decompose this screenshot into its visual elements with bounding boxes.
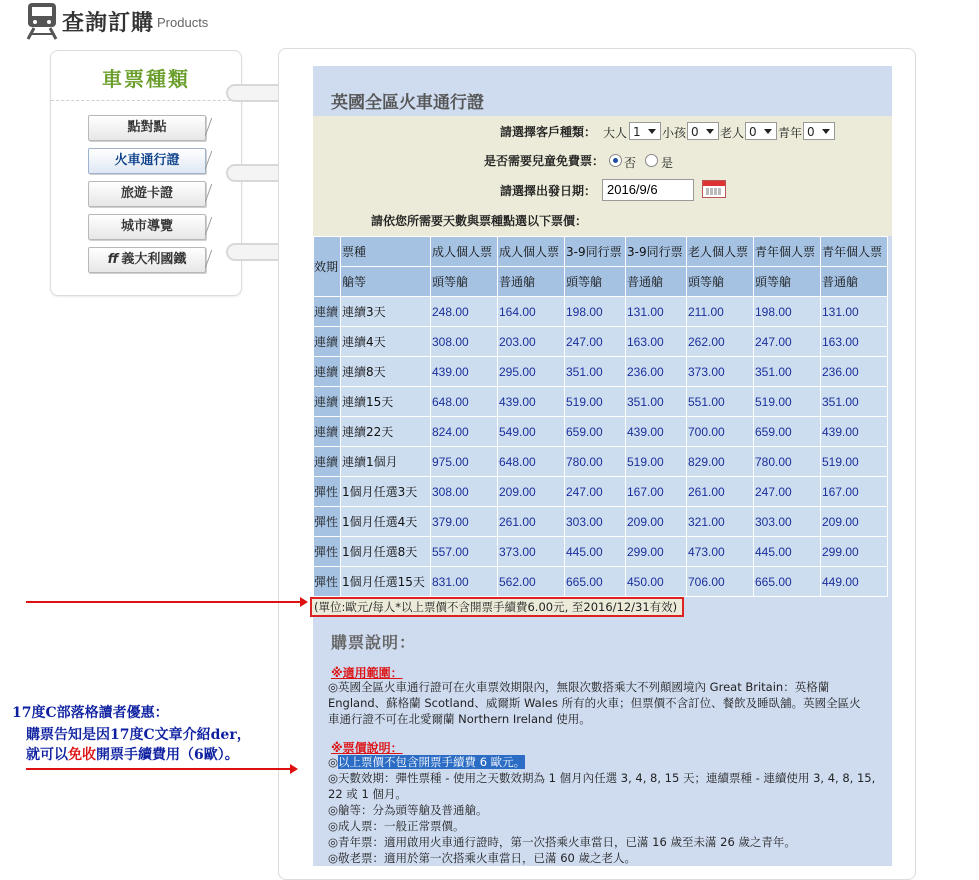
sidebar-item-point-to-point[interactable] <box>88 115 206 141</box>
price-cell[interactable]: 439.00 <box>821 417 888 447</box>
price-cell[interactable]: 648.00 <box>431 387 498 417</box>
sidebar-item-label: 點對點 <box>127 120 167 135</box>
ticket-name-cell: 1個月任選15天 <box>341 567 431 597</box>
price-cell[interactable]: 164.00 <box>498 297 565 327</box>
validity-cell: 連續 <box>314 447 341 477</box>
class-cell: 普通艙 <box>498 267 565 297</box>
sidebar-item-label: 火車通行證 <box>114 153 180 168</box>
scope-text: ◎英國全區火車通行證可在火車票效期限內，無限次數搭乘大不列顛國境內 Great Britain：英格蘭 <box>328 680 830 694</box>
table-row[interactable] <box>314 387 888 417</box>
price-cell[interactable]: 209.00 <box>626 507 687 537</box>
price-cell[interactable]: 198.00 <box>565 297 626 327</box>
child-count-select[interactable]: 0 <box>687 122 719 140</box>
price-cell[interactable]: 351.00 <box>565 357 626 387</box>
sidebar <box>50 50 242 296</box>
annotation-arrow-line <box>26 768 292 770</box>
price-cell[interactable]: 198.00 <box>754 297 821 327</box>
price-cell[interactable]: 665.00 <box>565 567 626 597</box>
price-cell[interactable]: 203.00 <box>498 327 565 357</box>
calendar-icon[interactable] <box>702 180 726 198</box>
price-cell[interactable]: 299.00 <box>626 537 687 567</box>
child-label: 小孩 <box>662 126 687 140</box>
validity-cell: 連續 <box>314 387 341 417</box>
ticket-name-cell: 連續22天 <box>341 417 431 447</box>
table-row[interactable] <box>314 447 888 477</box>
youth-count-select[interactable]: 0 <box>803 122 835 140</box>
price-cell[interactable]: 700.00 <box>687 417 754 447</box>
free-child-yes-radio[interactable] <box>645 154 658 167</box>
price-cell[interactable]: 247.00 <box>565 477 626 507</box>
product-title: 英國全區火車通行證 <box>331 93 484 113</box>
price-text: ◎以上票價不包含開票手續費 6 歐元。 <box>328 755 526 769</box>
sidebar-divider <box>51 100 241 101</box>
price-cell[interactable]: 831.00 <box>431 567 498 597</box>
class-cell: 頭等艙 <box>754 267 821 297</box>
price-cell[interactable]: 379.00 <box>431 507 498 537</box>
price-cell[interactable]: 439.00 <box>626 417 687 447</box>
sidebar-item-city-tour[interactable] <box>88 214 206 240</box>
table-row[interactable] <box>314 477 888 507</box>
price-cell[interactable]: 247.00 <box>754 477 821 507</box>
price-cell[interactable]: 706.00 <box>687 567 754 597</box>
sidebar-item-trenitalia[interactable] <box>88 247 206 273</box>
validity-header: 效期 <box>314 237 341 297</box>
price-cell[interactable]: 665.00 <box>754 567 821 597</box>
price-cell[interactable]: 163.00 <box>626 327 687 357</box>
scope-text: England、蘇格蘭 Scotland、威爾斯 Wales 所有的火車；但票價不含訂位、餐飲及睡臥舖。英國全區火 <box>328 696 861 710</box>
price-cell[interactable]: 519.00 <box>626 447 687 477</box>
column-header: 成人個人票 <box>498 237 565 267</box>
price-cell[interactable]: 247.00 <box>754 327 821 357</box>
price-cell[interactable]: 549.00 <box>498 417 565 447</box>
price-cell[interactable]: 295.00 <box>498 357 565 387</box>
ticket-name-cell: 連續15天 <box>341 387 431 417</box>
price-text: 22 或 1 個月。 <box>328 787 407 801</box>
validity-cell: 彈性 <box>314 507 341 537</box>
senior-count-select[interactable]: 0 <box>745 122 777 140</box>
price-cell[interactable]: 450.00 <box>626 567 687 597</box>
price-cell[interactable]: 248.00 <box>431 297 498 327</box>
price-cell[interactable]: 303.00 <box>565 507 626 537</box>
price-cell[interactable]: 262.00 <box>687 327 754 357</box>
price-cell[interactable]: 373.00 <box>498 537 565 567</box>
price-text: ◎艙等：分為頭等艙及普通艙。 <box>328 803 488 817</box>
ticket-name-cell: 1個月任選4天 <box>341 507 431 537</box>
price-cell[interactable]: 659.00 <box>565 417 626 447</box>
page-header-title: 查詢訂購 <box>62 11 155 36</box>
validity-cell: 連續 <box>314 357 341 387</box>
class-cell: 頭等艙 <box>565 267 626 297</box>
table-row[interactable] <box>314 297 888 327</box>
price-cell[interactable]: 648.00 <box>498 447 565 477</box>
validity-cell: 彈性 <box>314 567 341 597</box>
free-child-no-radio[interactable] <box>609 154 622 167</box>
sidebar-item-rail-pass[interactable] <box>88 148 206 174</box>
sidebar-item-label: 城市導覽 <box>120 219 173 234</box>
table-header-row <box>314 237 888 267</box>
price-cell[interactable]: 351.00 <box>626 387 687 417</box>
column-header: 老人個人票 <box>687 237 754 267</box>
price-text: ◎敬老票：適用於第一次搭乘火車當日，已滿 60 歲之老人。 <box>328 851 636 865</box>
price-cell[interactable]: 519.00 <box>754 387 821 417</box>
blog-annotation-text: 購票告知是因17度C文章介紹der， <box>26 727 251 743</box>
free-child-no-label: 否 <box>624 156 637 170</box>
price-note: (單位:歐元/每人*以上票價不含開票手續費6.00元, 至2016/12/31有效) <box>310 597 684 617</box>
chevron-down-icon <box>764 129 772 134</box>
price-cell[interactable]: 473.00 <box>687 537 754 567</box>
price-text: ◎青年票：適用啟用火車通行證時，第一次搭乘火車當日，已滿 16 歲至未滿 26 歲之青年。 <box>328 835 796 849</box>
table-row[interactable] <box>314 507 888 537</box>
price-cell[interactable]: 780.00 <box>754 447 821 477</box>
highlighted-text: 以上票價不包含開票手續費 6 歐元。 <box>338 755 526 769</box>
price-table <box>313 236 888 597</box>
price-cell[interactable]: 209.00 <box>821 507 888 537</box>
class-cell: 普通艙 <box>626 267 687 297</box>
table-class-row <box>314 267 888 297</box>
price-text: ◎成人票：一般正常票價。 <box>328 819 465 833</box>
price-cell[interactable]: 131.00 <box>626 297 687 327</box>
table-row[interactable] <box>314 567 888 597</box>
class-cell: 頭等艙 <box>431 267 498 297</box>
scope-text: 車通行證不可在北愛爾蘭 Northern Ireland 使用。 <box>328 712 591 726</box>
sidebar-title: 車票種類 <box>102 67 190 91</box>
chevron-down-icon <box>822 129 830 134</box>
price-cell[interactable]: 439.00 <box>431 357 498 387</box>
adult-label: 大人 <box>603 126 628 140</box>
price-cell[interactable]: 351.00 <box>821 387 888 417</box>
price-cell[interactable]: 299.00 <box>821 537 888 567</box>
train-logo-icon <box>26 2 58 40</box>
sidebar-item-label: 旅遊卡證 <box>120 186 173 201</box>
price-cell[interactable]: 308.00 <box>431 477 498 507</box>
page-header-subtitle: Products <box>157 15 209 30</box>
table-row[interactable] <box>314 417 888 447</box>
price-heading: ※票價說明： <box>331 741 403 755</box>
purchase-info-title: 購票說明： <box>331 633 417 652</box>
price-cell[interactable]: 167.00 <box>626 477 687 507</box>
ticket-name-cell: 連續1個月 <box>341 447 431 477</box>
departure-date-label: 請選擇出發日期： <box>500 184 597 198</box>
table-row[interactable] <box>314 327 888 357</box>
price-cell[interactable]: 519.00 <box>821 447 888 477</box>
validity-cell: 連續 <box>314 417 341 447</box>
price-cell[interactable]: 167.00 <box>821 477 888 507</box>
price-cell[interactable]: 557.00 <box>431 537 498 567</box>
ticket-name-cell: 連續8天 <box>341 357 431 387</box>
annotation-arrow-line <box>26 601 302 603</box>
blog-annotation-text: 就可以免收開票手續費用（6歐）。 <box>26 747 239 763</box>
price-cell[interactable]: 303.00 <box>754 507 821 537</box>
price-cell[interactable]: 659.00 <box>754 417 821 447</box>
free-child-ticket-label: 是否需要兒童免費票： <box>484 154 605 168</box>
column-header: 青年個人票 <box>821 237 888 267</box>
customer-type-label: 請選擇客戶種類： <box>500 125 597 139</box>
price-cell[interactable]: 449.00 <box>821 567 888 597</box>
class-cell: 頭等艙 <box>687 267 754 297</box>
column-header: 3-9同行票 <box>565 237 626 267</box>
price-instruction: 請依您所需要天數與票種點選以下票價： <box>371 214 588 228</box>
sidebar-item-travel-card[interactable] <box>88 181 206 207</box>
price-cell[interactable]: 261.00 <box>498 507 565 537</box>
price-cell[interactable]: 351.00 <box>754 357 821 387</box>
chevron-down-icon <box>648 129 656 134</box>
price-cell[interactable]: 780.00 <box>565 447 626 477</box>
table-row[interactable] <box>314 357 888 387</box>
adult-count-select[interactable]: 1 <box>629 122 661 140</box>
price-cell[interactable]: 975.00 <box>431 447 498 477</box>
youth-label: 青年 <box>778 126 803 140</box>
column-header: 3-9同行票 <box>626 237 687 267</box>
column-header: 成人個人票 <box>431 237 498 267</box>
price-cell[interactable]: 236.00 <box>821 357 888 387</box>
price-cell[interactable]: 551.00 <box>687 387 754 417</box>
departure-date-input[interactable] <box>602 179 694 201</box>
price-cell[interactable]: 308.00 <box>431 327 498 357</box>
free-child-yes-label: 是 <box>661 156 674 170</box>
senior-label: 老人 <box>720 126 745 140</box>
class-cell: 普通艙 <box>821 267 888 297</box>
price-text: ◎天數效期：彈性票種 - 使用之天數效期為 1 個月內任選 3, 4, 8, 15 天；連續票種 - 連續使用 3, 4, 8, 15, <box>328 771 876 785</box>
price-cell[interactable]: 163.00 <box>821 327 888 357</box>
validity-cell: 連續 <box>314 297 341 327</box>
trenitalia-logo-icon: ff <box>107 252 119 267</box>
price-cell[interactable]: 261.00 <box>687 477 754 507</box>
ticket-name-cell: 連續4天 <box>341 327 431 357</box>
ticket-name-cell: 1個月任選3天 <box>341 477 431 507</box>
price-cell[interactable]: 562.00 <box>498 567 565 597</box>
price-cell[interactable]: 373.00 <box>687 357 754 387</box>
price-cell[interactable]: 519.00 <box>565 387 626 417</box>
price-cell[interactable]: 247.00 <box>565 327 626 357</box>
class-header: 艙等 <box>341 267 431 297</box>
chevron-down-icon <box>706 129 714 134</box>
ticket-type-header: 票種 <box>341 237 431 267</box>
arrow-right-icon <box>290 764 298 774</box>
column-header: 青年個人票 <box>754 237 821 267</box>
price-cell[interactable]: 211.00 <box>687 297 754 327</box>
ticket-name-cell: 連續3天 <box>341 297 431 327</box>
price-cell[interactable]: 439.00 <box>498 387 565 417</box>
arrow-right-icon <box>300 597 308 607</box>
blog-annotation-title: 17度C部落格讀者優惠： <box>12 705 169 721</box>
price-cell[interactable]: 236.00 <box>626 357 687 387</box>
price-cell[interactable]: 445.00 <box>565 537 626 567</box>
price-cell[interactable]: 445.00 <box>754 537 821 567</box>
scope-heading: ※適用範圍： <box>331 666 403 680</box>
price-cell[interactable]: 829.00 <box>687 447 754 477</box>
sidebar-item-label: 義大利國鐵 <box>121 252 187 267</box>
price-cell[interactable]: 321.00 <box>687 507 754 537</box>
validity-cell: 連續 <box>314 327 341 357</box>
price-cell[interactable]: 209.00 <box>498 477 565 507</box>
ticket-name-cell: 1個月任選8天 <box>341 537 431 567</box>
price-cell[interactable]: 824.00 <box>431 417 498 447</box>
table-row[interactable] <box>314 537 888 567</box>
validity-cell: 彈性 <box>314 477 341 507</box>
validity-cell: 彈性 <box>314 537 341 567</box>
price-cell[interactable]: 131.00 <box>821 297 888 327</box>
